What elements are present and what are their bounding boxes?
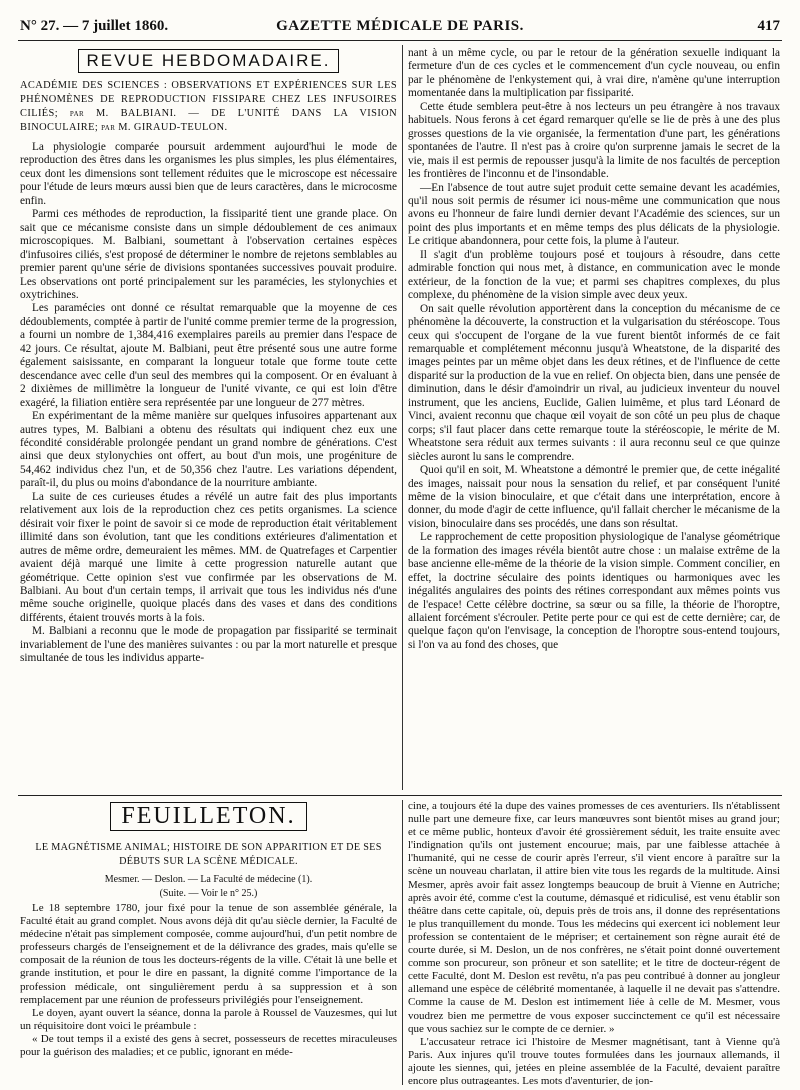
revue-kicker: REVUE HEBDOMADAIRE. <box>20 49 397 73</box>
revue-paragraph: Les paramécies ont donné ce résultat remarquable que la moyenne de ces dédoublements, comptée à partir de l'unité comme premier terme de la progression, a fourni un nombre de 1,384,416 exemplaires pareils au premier dans l'espace de 42 jours. Ce résultat, ajoute M. Balbiani, peut être présenté sous une autre forme également saisissante, en comparant la longueur totale que forme toute cette descendance avec celle d'un seul des membres qui la composent. Or en évaluant à 2 dixièmes de millimètre la longueur de l'unité vivante, ce qui est loin d'être exagéré, la filiation entière sera représentée par une longueur de 277 mètres. <box>20 302 397 409</box>
feuilleton-left-column <box>20 800 397 1085</box>
revue-paragraph: En expérimentant de la même manière sur quelques infusoires appartenant aux autres types, M. Balbiani a obtenu des résultats qui indiquent chez eux une fécondité considérable prolongée pendant un grand nombre de générations. C'est ainsi que deux stylonychies ont offert, au bout d'un mois, une progéniture de 54,462 individus chez l'un, et de 50,356 chez l'autre. Les variations dépendent, paraît-il, du plus ou moins d'abondance de la nourriture ambiante. <box>20 410 397 490</box>
revue-rubric: ACADÉMIE DES SCIENCES : OBSERVATIONS ET EXPÉRIENCES SUR LES PHÉNOMÈNES DE REPRODUCTION FISSIPARE CHEZ LES INFUSOIRES CILIÉS; par M. BALBIANI. — DE L'UNITÉ DANS LA VISION BINOCULAIRE; par M. GIRAUD-TEULON. <box>20 80 397 133</box>
feuilleton-subrubric: Mesmer. — Deslon. — La Faculté de médecine (1). <box>104 874 313 885</box>
feuilleton-paragraph: cine, a toujours été la dupe des vaines promesses de ces aventuriers. Ils n'établissent nulle part une demeure fixe, car leurs manœuvres sont bientôt mises au grand jour; et ce même public, honteux d'avoir été grossièrement séduit, les traite ensuite avec l'indignation qu'ils ont justement encourue; mais, par une faiblesse attachée à l'humanité, qui ne cesse de courir après l'erreur, s'il vient encore à paraître sur la scène un nouveau charlatan, il attire bien vite tous les regards de la multitude. Ainsi Mesmer, après avoir fait assez longtemps beaucoup de bruit à Vienne en Autriche; après avoir été, comme c'est la coutume, démasqué et ridiculisé, est venu établir son théâtre dans cette capitale, où, depuis près de trois ans, il donne des représentations le plus tranquillement du monde. Tous les médecins qui exercent ici noblement leur profession se contentaient de le mépriser; et certainement son règne aurait été de courte durée, si M. Deslon, un de nos confrères, ne s'était point donné ouvertement comme son procureur, son prôneur et son satellite; et le titre de docteur-régent de cette Faculté, dont M. Deslon est revêtu, n'a pas peu contribué à donner au jongleur allemand une espèce de célébrité momentanée, à laquelle il ne devait pas s'attendre. Comme la cause de M. Deslon est intimement liée à celle de M. Mesmer, vous voudrez bien me permettre de vous exposer succinctement ce qu'il est nécessaire que vous sachiez sur le compte de ce dernier. » <box>408 800 780 1035</box>
revue-paragraph: Quoi qu'il en soit, M. Wheatstone a démontré le premier que, de cette inégalité des images, naissait pour nous la sensation du relief, et par conséquent l'unité même de la vision binoculaire, et que c'était dans une interprétation, encore à donner, du mode d'agir de cette influence, qu'il fallait chercher le mécanisme de la vision, binoculaire dans ses procédés, une dans son résultat. <box>408 464 780 530</box>
page-number: 417 <box>757 18 780 34</box>
feuilleton-rubric: LE MAGNÉTISME ANIMAL; HISTOIRE DE SON APPARITION ET DE SES DÉBUTS SUR LA SCÈNE MÉDICALE. <box>35 842 382 867</box>
feuilleton-paragraph: « De tout temps il a existé des gens à secret, possesseurs de recettes miraculeuses pour la guérison des maladies; et ce public, ignorant en méde- <box>20 1032 397 1059</box>
revue-paragraph: Parmi ces méthodes de reproduction, la fissiparité tient une grande place. On sait que ce mécanisme consiste dans un simple dédoublement de ces animaux microscopiques. M. Balbiani, soumettant à l'observation certaines espèces d'infusoires ciliés, s'est proposé de déterminer le nombre de rejetons semblables au premier parent qu'une série de divisions spontanées successives pouvait produire. Les observations ont porté principalement sur les paramécies, les stylonychies et oxytrichines. <box>20 208 397 301</box>
revue-paragraph: Cette étude semblera peut-être à nos lecteurs un peu étrangère à nos travaux habituels. Nous ferons à cet égard remarquer qu'elle se lie de près à une des plus grosses questions de la vie organisée, la fermentation d'une part, les générations spontanées de l'autre. Il n'est pas à croire qu'on surprenne jamais le secret de la vie, mais il est permis de repousser jusqu'à la limite de nos facultés de perception les frontières de l'inconnu et de l'insondable. <box>408 100 780 181</box>
column-separator <box>402 45 403 790</box>
revue-paragraph: Le rapprochement de cette proposition physiologique de l'analyse géométrique de la formation des images révéla bientôt autre chose : un malaise extrême de la base ancienne elle-même de la théorie de la vision simple. Comment concilier, en effet, la doctrine séculaire des points identiques ou harmoniques avec les inégalités angulaires des points des rétines correspondant aux mêmes points vus de l'espace! Cette célèbre doctrine, sa sœur ou sa fille, la théorie de l'horoptre, allaient forcément s'écrouler. Petite perte pour ce qui est de cette dernière; car, de quelque façon qu'on l'envisage, la conception de l'horoptre sous-entend toujours, si l'on va au fond des choses, que <box>408 531 780 651</box>
feuilleton-kicker: FEUILLETON. <box>20 802 397 831</box>
revue-paragraph: La physiologie comparée poursuit ardemment aujourd'hui le mode de reproduction des êtres dans les organismes les plus simples, les plus élémentaires, ceux dont les dimensions sont tellement réduites que le microscope est nécessaire pour l'étude de leurs mœurs aussi bien que de leurs caractères, dans le microcosme enfin. <box>20 141 397 207</box>
feuilleton-note: (Suite. — Voir le n° 25.) <box>159 888 258 899</box>
revue-paragraph: La suite de ces curieuses études a révélé un autre fait des plus importants relativement aux lois de la reproduction chez ces petits organismes. La science désirait voir fixer le point de savoir si ce mode de reproduction était véritablement illimité dans son évolution, tant que les conditions extérieures d'alimentation et autres de même ordre, demeuraient les mêmes. MM. de Quatrefages et Carpentier avaient déjà marqué une limite à cette progression naturelle autant que géométrique. Cette opinion s'est vue confirmée par les observations de M. Balbiani. Au bout d'un certain temps, il arrivait que tous les individus nés d'une même souche originelle, quoique placés dans des vases et dans des conditions différents, étaient trouvés morts à la fois. <box>20 490 397 624</box>
issue-date: N° 27. — 7 juillet 1860. <box>20 18 169 34</box>
header-rule <box>18 40 782 41</box>
feuilleton-paragraph: L'accusateur retrace ici l'histoire de Mesmer magnétisant, tant à Vienne qu'à Paris. Aux injures qu'il trouve toutes formulées dans les journaux allemands, il ajoute les siennes, qui, jetées en pleine assemblée de la Faculté, devaient paraître encore plus outrageantes. Les mots d'aventurier, de jon- <box>408 1035 780 1085</box>
revue-paragraph: On sait quelle révolution apportèrent dans la conception du mécanisme de ce phénomène la découverte, la construction et la vulgarisation du stéréoscope. Tous ceux qui s'occupent de l'organe de la vue furent bientôt informés de ce fait remarquable et complétement méconnu jusqu'à Wheatstone, de la disparité des images peintes par un même objet dans les deux rétines, et de l'influence de cette disparité sur la production de la vue en relief. On objecta bien, dans une pensée de diminution, dans le désir d'amoindrir un rival, au judicieux inventeur du nouvel instrument, que les anciens, Euclide, Galien luimême, et plus tard Léonard de Vinci, avaient reconnu que chaque œil voyait de son côté un peu plus de chaque corps; s'il faut placer dans cette remarque toute la stéréoscopie, le mérite de M. Wheatstone sera réduit aux termes suivants : il aura reconnu seul ce que quinze siècles auront lu sans le comprendre. <box>408 302 780 463</box>
feuilleton-rule <box>18 795 782 796</box>
revue-paragraph: M. Balbiani a reconnu que le mode de propagation par fissiparité se terminait invariablement de l'une des manières suivantes : ou par la mort naturelle et presque simultanée de tous les individus apparte- <box>20 625 397 665</box>
revue-right-column <box>408 47 780 792</box>
revue-paragraph: Il s'agit d'un problème toujours posé et toujours à résoudre, dans cette admirable fonction qui nous met, à distance, en communication avec le monde extérieur, de la fonction de la vue; et parmi ses chapitres complexes, du plus complexe, du phénomène de la vision simple avec deux yeux. <box>408 248 780 302</box>
feuilleton-paragraph: Le doyen, ayant ouvert la séance, donna la parole à Roussel de Vauzesmes, qui lut un réquisitoire dont voici le préambule : <box>20 1006 397 1032</box>
column-separator <box>402 800 403 1085</box>
feuilleton-paragraph: Le 18 septembre 1780, jour fixé pour la tenue de son assemblée générale, la Faculté était au grand complet. Nous avons déjà dit qu'au siècle dernier, la Faculté de médecine n'était pas simplement composée, comme aujourd'hui, d'un petit nombre de professeurs chargés de l'enseignement et de la délivrance des grades, mais qu'elle se composait de la réunion de tous les docteurs-régents de la ville. C'était là une belle et grande institution, et pour le dire en passant, la dignité comme l'importance de la profession médicale, ont singulièrement perdu à sa suppression et à son remplacement par une réunion de professeurs privilégiés pour l'enseignement. <box>20 902 397 1006</box>
feuilleton-right-column <box>408 800 780 1085</box>
journal-title: GAZETTE MÉDICALE DE PARIS. <box>276 18 524 34</box>
page-header <box>20 18 780 40</box>
revue-left-column <box>20 45 397 792</box>
revue-paragraph: —En l'absence de tout autre sujet produit cette semaine devant les académies, qu'il nous soit permis de résumer ici nous-même une communication que nous avons eu l'honneur de faire lundi dernier devant l'Académie des sciences, sur un point des plus importants et en même temps des plus délicats de la physiologie. Le critique abandonnera, pour cette fois, la plume à l'auteur. <box>408 181 780 248</box>
revue-paragraph: nant à un même cycle, ou par le retour de la génération sexuelle indiquant la fermeture d'un de ces cycles et le commencement d'un cycle nouveau, ou enfin par le phénomène de l'enkystement qui, à vrai dire, n'amène qu'une interruption momentanée dans la multiplication par fissiparité. <box>408 47 780 100</box>
